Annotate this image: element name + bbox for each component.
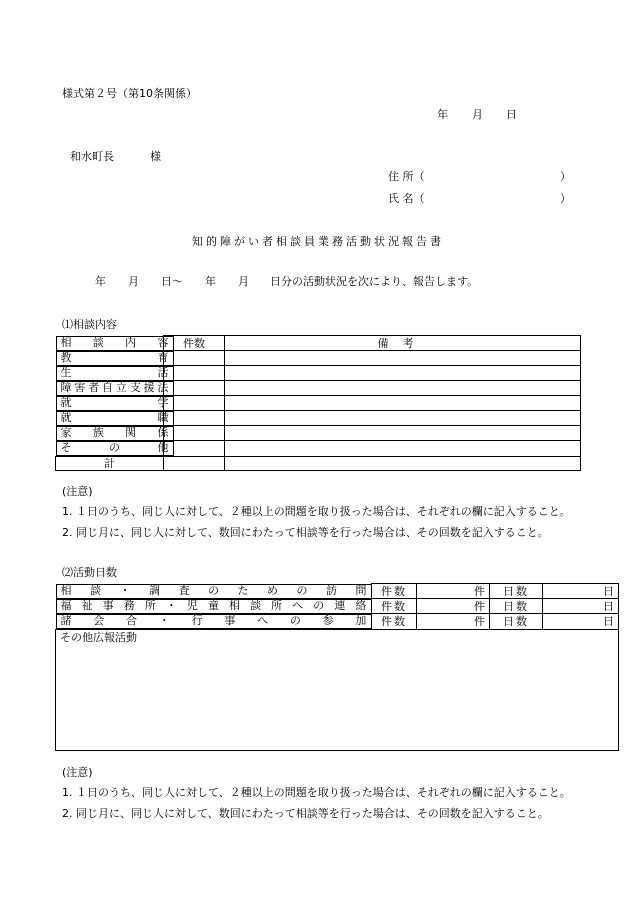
days-label: 日数	[490, 599, 543, 614]
period-from-month: 月	[128, 275, 139, 288]
other-activities-row	[56, 629, 619, 750]
total-remarks-cell[interactable]	[225, 456, 581, 470]
section2-heading: ⑵活動日数	[62, 566, 117, 579]
address-close: ）	[560, 170, 571, 183]
period-to-month: 月	[238, 275, 249, 288]
count-cell[interactable]	[164, 351, 225, 366]
notes1-item-2: 2. 同じ月に、同じ人に対して、数回にわたって相談等を行った場合は、その回数を記入すること。	[62, 526, 549, 539]
table-row	[56, 426, 581, 441]
row-label: 教 育	[56, 351, 174, 366]
row-label: 障 害 者 自 立 支 援 法	[56, 381, 174, 396]
count-value-cell[interactable]: 件	[417, 614, 490, 630]
notes1-title: (注意)	[62, 485, 93, 498]
period-to-year: 年	[205, 275, 216, 288]
activity-label: 相 談 ・ 調 査 の た め の 訪 問	[56, 584, 372, 599]
row-label: 生 活	[56, 366, 174, 381]
count-cell[interactable]	[164, 381, 225, 396]
table-row	[56, 584, 619, 599]
count-label: 件数	[372, 599, 417, 614]
count-cell[interactable]	[164, 426, 225, 441]
notes2-title: (注意)	[62, 766, 93, 779]
date-month-label: 月	[472, 108, 483, 121]
count-cell[interactable]	[164, 441, 225, 457]
section1-heading: ⑴相談内容	[62, 318, 117, 331]
notes2-item-1: 1. １日のうち、同じ人に対して、２種以上の問題を取り扱った場合は、それぞれの欄に記入すること。	[62, 786, 571, 799]
period-from-year: 年	[95, 275, 106, 288]
table-total-row	[56, 456, 581, 470]
activity-days-table	[55, 583, 619, 751]
activity-label: 諸 会 合 ・ 行 事 へ の 参 加	[56, 614, 372, 629]
days-label: 日数	[490, 584, 543, 599]
remarks-cell[interactable]	[225, 366, 581, 381]
count-label: 件数	[372, 584, 417, 599]
name-close: ）	[560, 192, 571, 205]
count-cell[interactable]	[164, 396, 225, 411]
table-row	[56, 381, 581, 396]
remarks-cell[interactable]	[225, 396, 581, 411]
table-header-row	[56, 336, 581, 351]
days-value-cell[interactable]: 日	[543, 584, 619, 599]
days-value-cell[interactable]: 日	[543, 614, 619, 630]
table-row	[56, 441, 581, 457]
table-row	[56, 396, 581, 411]
period-from-day: 日～	[161, 275, 183, 288]
row-label: 就 学	[56, 396, 174, 411]
count-cell[interactable]	[164, 366, 225, 381]
total-count-cell[interactable]	[164, 456, 225, 470]
name-label: 氏 名（	[388, 192, 425, 205]
form-number: 様式第２号（第10条関係）	[62, 87, 197, 100]
remarks-cell[interactable]	[225, 426, 581, 441]
table-row	[56, 599, 619, 614]
header-category: 相 談 内 容	[56, 336, 174, 351]
activity-label: 福 祉 事 務 所 ・ 児 童 相 談 所 へ の 連 絡	[56, 599, 372, 614]
notes2-item-2: 2. 同じ月に、同じ人に対して、数回にわたって相談等を行った場合は、その回数を記入すること。	[62, 807, 549, 820]
row-label: そ の 他	[56, 441, 174, 456]
header-remarks: 備考	[225, 336, 581, 351]
table-row	[56, 411, 581, 426]
days-value-cell[interactable]: 日	[543, 599, 619, 614]
notes1-item-1: 1. １日のうち、同じ人に対して、２種以上の問題を取り扱った場合は、それぞれの欄に記入すること。	[62, 505, 571, 518]
days-label: 日数	[490, 614, 543, 630]
header-count: 件数	[164, 336, 225, 351]
table-row	[56, 614, 619, 630]
other-activities-cell[interactable]: その他広報活動	[56, 629, 619, 750]
row-label: 就 職	[56, 411, 174, 426]
count-label: 件数	[372, 614, 417, 630]
row-label: 家 族 関 係	[56, 426, 174, 441]
period-text: 日分の活動状況を次により、報告します。	[270, 275, 479, 288]
remarks-cell[interactable]	[225, 381, 581, 396]
remarks-cell[interactable]	[225, 411, 581, 426]
address-label: 住 所（	[388, 170, 425, 183]
page-title: 知的障がい者相談員業務活動状況報告書	[192, 235, 444, 248]
count-value-cell[interactable]: 件	[417, 599, 490, 614]
remarks-cell[interactable]	[225, 351, 581, 366]
addressee-name: 和水町長	[70, 150, 114, 163]
consultation-table	[55, 335, 581, 471]
remarks-cell[interactable]	[225, 441, 581, 457]
date-year-label: 年	[437, 108, 448, 121]
count-cell[interactable]	[164, 411, 225, 426]
count-value-cell[interactable]: 件	[417, 584, 490, 599]
table-row	[56, 351, 581, 366]
total-label: 計	[56, 456, 164, 470]
date-day-label: 日	[506, 108, 517, 121]
addressee-honorific: 様	[150, 150, 161, 163]
table-row	[56, 366, 581, 381]
